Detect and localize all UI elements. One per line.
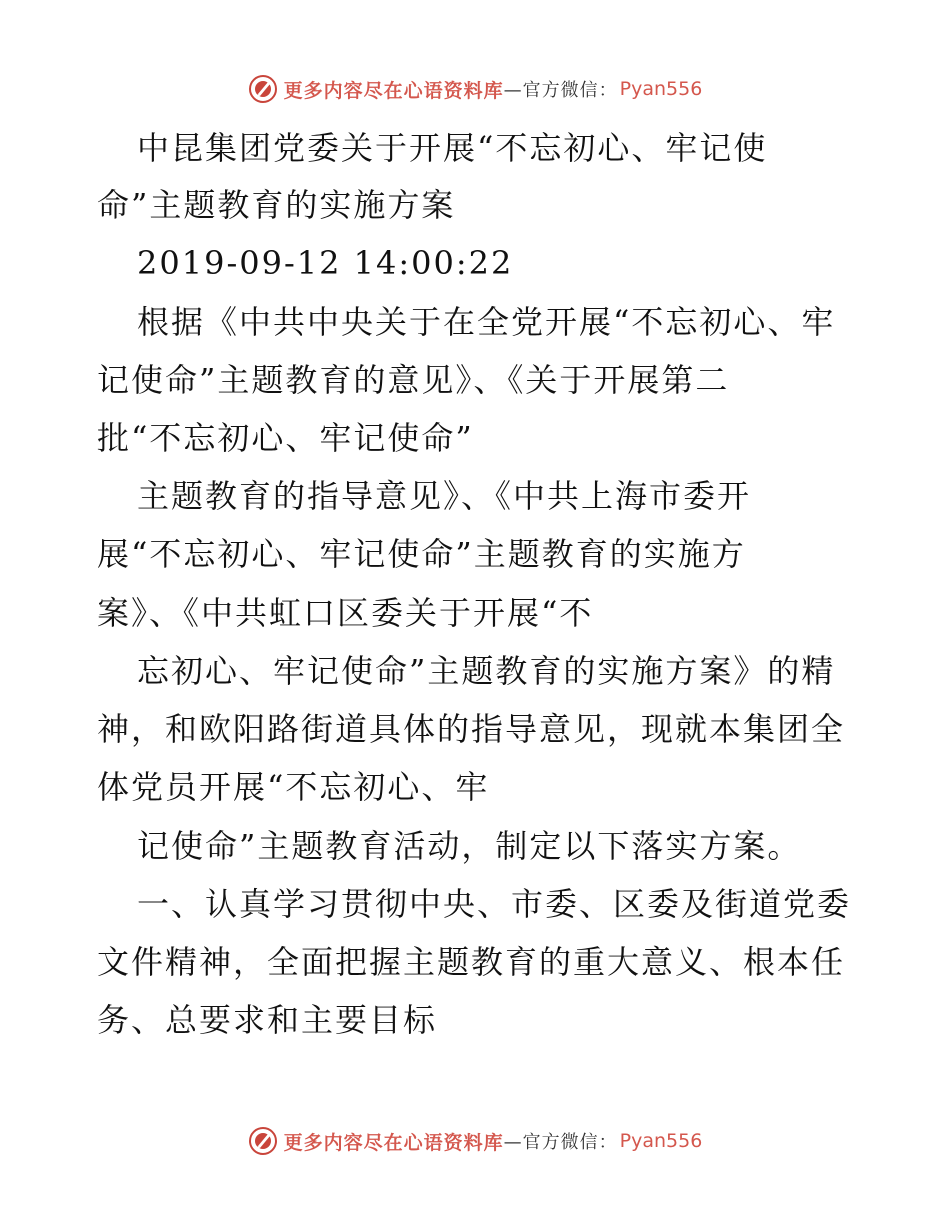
paragraph-2-line-1: 主题教育的指导意见》、《中共上海市委开 [137, 477, 752, 515]
paragraph-1-line-2: 记使命”主题教育的意见》、《关于开展第二 [97, 361, 730, 399]
pen-logo-icon [248, 74, 278, 104]
document-title-line-1: 中昆集团党委关于开展“不忘初心、牢记使 [137, 129, 768, 167]
banner-wechat-id: Pyan556 [619, 78, 703, 100]
paragraph-3-line-3: 体党员开展“不忘初心、牢 [97, 768, 490, 806]
banner-main-text: 更多内容尽在心语资料库 [283, 1131, 504, 1154]
header-watermark-banner [0, 72, 950, 106]
banner-wechat-id: Pyan556 [619, 1130, 703, 1152]
banner-sub-text: —官方微信： [503, 80, 618, 101]
paragraph-4-line-1: 记使命”主题教育活动，制定以下落实方案。 [137, 827, 802, 865]
section-1-heading-line-3: 务、总要求和主要目标 [97, 1001, 438, 1039]
footer-watermark-banner [0, 1124, 950, 1158]
section-1-heading-line-1: 一、认真学习贯彻中央、市委、区委及街道党委 [137, 885, 852, 923]
pen-logo-icon [248, 1126, 278, 1156]
section-1-heading-line-2: 文件精神，全面把握主题教育的重大意义、根本任 [97, 943, 846, 981]
paragraph-3-line-1: 忘初心、牢记使命”主题教育的实施方案》的精 [137, 652, 836, 690]
banner-main-text: 更多内容尽在心语资料库 [283, 79, 504, 102]
document-title-line-2: 命”主题教育的实施方案 [97, 186, 456, 224]
paragraph-3-line-2: 神，和欧阳路街道具体的指导意见，现就本集团全 [97, 710, 846, 748]
document-timestamp: 2019-09-12 14:00:22 [137, 244, 514, 282]
paragraph-2-line-3: 案》、《中共虹口区委关于开展“不 [97, 594, 594, 632]
paragraph-2-line-2: 展“不忘初心、牢记使命”主题教育的实施方 [97, 535, 746, 573]
paragraph-1-line-1: 根据《中共中央关于在全党开展“不忘初心、牢 [137, 303, 836, 341]
banner-sub-text: —官方微信： [503, 1132, 618, 1153]
paragraph-1-line-3: 批“不忘初心、牢记使命” [97, 419, 474, 457]
